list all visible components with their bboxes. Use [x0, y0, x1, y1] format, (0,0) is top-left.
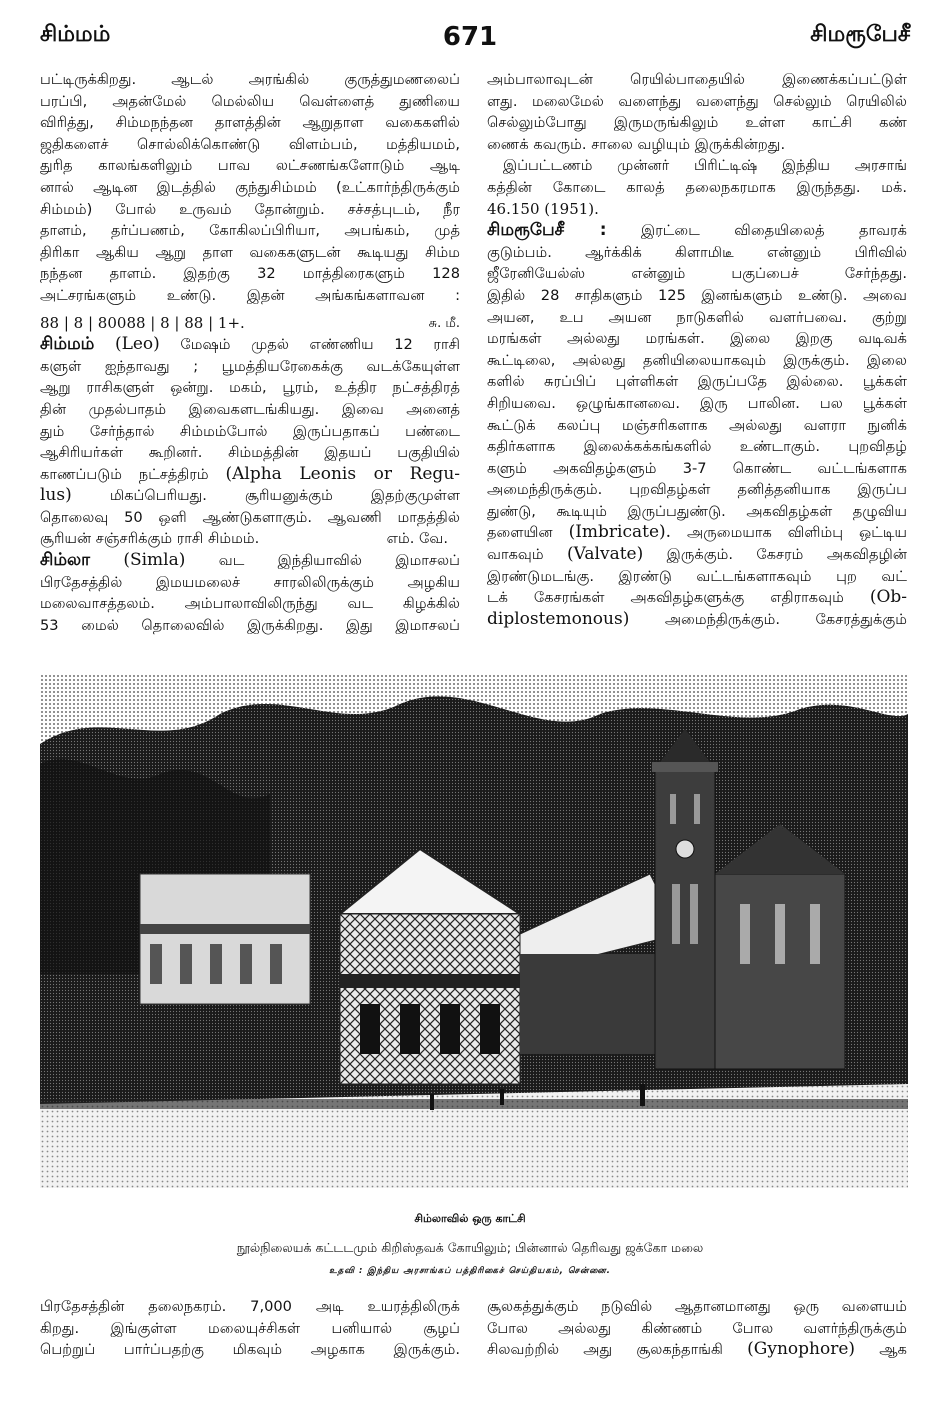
text-span: அருமையாக விளிம்பு ஒட்டிய — [687, 524, 907, 542]
latin-term: lus) — [40, 485, 72, 506]
entry-heading-simmam: சிம்மம் — [40, 334, 95, 355]
entry-heading-simla: சிம்லா — [40, 550, 90, 571]
text-line: தாளம், தர்ப்பணம், கோகிலப்பிரியா, அபங்கம், முத் — [40, 222, 460, 240]
text-line: அட்சரங்களும் உண்டு. இதன் அங்கங்களாவன : — [40, 286, 460, 304]
text-line: களில் சுரப்பிப் புள்ளிகள் இருப்பதே இல்லை. பூக்கள் — [487, 373, 907, 391]
tala-formula — [40, 313, 460, 335]
text-span: சூரியன் சஞ்சரிக்கும் ராசி சிம்மம். — [40, 530, 260, 548]
text-line: துரித காலங்களிலும் பாவ லட்சணங்களோடும் ஆடி — [40, 157, 460, 175]
text-line: ளது. மலைமேல் வளைந்து வளைந்து செல்லும் ரெயிலில் — [487, 92, 907, 110]
text-line: கத்தின் கோடை காலத் தலைநகரமாக இருந்தது. மக். — [487, 178, 907, 196]
text-line: இதில் 28 சாதிகளும் 125 இனங்களும் உண்டு. அவை — [487, 286, 907, 304]
text-line: அமைந்திருக்கும். புறவிதழ்கள் தனித்தனியாக இருப்ப — [487, 481, 907, 499]
text-line: ஆறு ராசிகளுள் ஒன்று. மகம், பூரம், உத்திர நட்சத்திரத் — [40, 379, 460, 397]
text-line: ணைக் கவரும். சாலை வழியும் இருக்கின்றது. — [487, 135, 786, 153]
text-line — [487, 544, 907, 566]
running-head-right: சிமரூபேசீ — [810, 22, 910, 47]
text-line: குடும்பம். ஆர்க்கிக் கிளாமிடீ என்னும் பிரிவில் — [487, 243, 907, 261]
text-line — [487, 587, 907, 609]
text-span: இரட்டை விதையிலைத் தாவரக் — [641, 222, 907, 240]
text-line — [40, 464, 460, 486]
bottom-right-column — [487, 1296, 907, 1361]
text-span: டக் கேசரங்கள் அகவிதழ்களுக்கு எதிராகவும் — [487, 589, 844, 607]
text-line: மரங்கள் அல்லது மரங்கள். இலை இறகு வடிவக் — [487, 330, 907, 348]
text-line: களும் அகவிதழ்களும் 3-7 கொண்ட வட்டங்களாக — [487, 459, 907, 477]
latin-term: (Gynophore) — [747, 1339, 856, 1360]
text-span: அமைந்திருக்கும். கேசரத்துக்கும் — [664, 610, 907, 628]
latin-term: (Valvate) — [567, 544, 644, 565]
latin-term: (Ob- — [869, 587, 907, 608]
figure-credit: உதவி : இந்திய அரசாங்கப் பத்திரிகைச் செய்தியகம், சென்னை. — [329, 1266, 611, 1276]
photo-illustration — [40, 674, 908, 1188]
text-span: மிகப்பெரியது. சூரியனுக்கும் இதற்குமுள்ள — [109, 487, 460, 505]
latin-term: (Alpha Leonis or Regu- — [225, 463, 460, 484]
text-line: அயன, உப அயன நாடுகளில் வளர்பவை. குற்று — [487, 308, 907, 326]
entry-heading-simarubaceae: சிமரூபேசீ : — [487, 220, 607, 241]
text-line: னால் ஆடின இடத்தில் குந்துசிம்மம் (உட்கார்ந்திருக்கும் — [40, 178, 460, 196]
text-span: இருக்கும். கேசரம் அகவிதழின் — [666, 546, 907, 564]
text-line: போல அல்லது கிண்ணம் போல வளர்ந்திருக்கும் — [487, 1319, 907, 1337]
text-line: 46.150 (1951). — [487, 199, 599, 218]
text-line: தொலைவு 50 ஒளி ஆண்டுகளாகும். ஆவணி மாதத்தில் — [40, 508, 460, 526]
running-head-left: சிம்மம் — [40, 22, 111, 47]
text-line: பிரதேசத்தின் தலைநகரம். 7,000 அடி உயரத்திலிருக் — [40, 1298, 460, 1315]
left-column — [40, 69, 460, 636]
right-column — [487, 69, 907, 630]
latin-term: (Imbricate). — [568, 522, 672, 543]
latin-term: (Leo) — [114, 334, 160, 355]
text-span: மேஷம் முதல் எண்ணிய 12 ராசி — [180, 336, 460, 354]
text-span: வட இந்தியாவில் இமாசலப் — [218, 552, 460, 570]
text-line: தும் சேர்ந்தால் சிம்மம்போல் இருப்பதாகப் பண்டை — [40, 422, 460, 440]
text-line: அம்பாலாவுடன் ரெயில்பாதையில் இணைக்கப்பட்டுள் — [487, 71, 907, 88]
entry-simmam-first — [40, 334, 460, 356]
left-building — [140, 874, 310, 1004]
text-line: சூலகத்துக்கும் நடுவில் ஆதானமானது ஒரு வளையம் — [487, 1298, 907, 1315]
page-number: 671 — [442, 22, 498, 52]
church-nave — [715, 874, 845, 1069]
text-line: ஜீரேனியேல்ஸ் என்னும் பகுப்பைச் சேர்ந்தது. — [487, 265, 907, 283]
text-line: கிறது. இங்குள்ள மலையுச்சிகள் பனியால் சூழப் — [40, 1319, 460, 1337]
text-line: பரப்பி, அதன்மேல் மெல்லிய வெள்ளைத் துணியை — [40, 92, 460, 110]
text-line — [487, 1339, 907, 1361]
text-line: ஆசிரியர்கள் கூறினர். சிம்மத்தின் இதயப் பகுதியில் — [40, 444, 460, 462]
text-line: மலைவாசத்தலம். அம்பாலாவிலிருந்து வட கிழக்கில் — [40, 595, 460, 613]
figure-caption-title: சிம்லாவில் ஒரு காட்சி — [414, 1212, 526, 1225]
bottom-left-column — [40, 1296, 460, 1361]
text-line: விரித்து, சிம்மநந்தன தாளத்தின் ஆறுதாள வகைகளில் — [40, 114, 460, 132]
library-building — [340, 914, 520, 1084]
church-clock — [676, 840, 694, 858]
text-line — [40, 528, 460, 550]
entry-simla-first — [40, 550, 460, 572]
text-line: பட்டிருக்கிறது. ஆடல் அரங்கில் குருத்துமணலைப் — [40, 71, 460, 88]
text-line: இப்பட்டணம் முன்னர் பிரிட்டிஷ் இந்திய அரசாங் — [503, 157, 907, 175]
text-span: தளையின — [487, 524, 553, 542]
text-line: திரிகா ஆகிய ஆறு தாள வகைகளுடன் கூடியது சிம்ம — [40, 243, 460, 261]
text-line: இரண்டுமடங்கு. இரண்டு வட்டங்களாகவும் புற வட் — [487, 567, 907, 585]
text-line: கூட்டிலை, அல்லது தனியிலையாகவும் இருக்கும். இலை — [487, 351, 907, 369]
text-line: 53 மைல் தொலைவில் இருக்கிறது. இது இமாசலப் — [40, 616, 460, 634]
latin-term: (Simla) — [123, 550, 186, 571]
text-line: சிறியவை. ஒழுங்கானவை. இரு பாலின. பல பூக்கள் — [487, 394, 907, 412]
text-line: செல்லும்போது இருமருங்கிலும் உள்ள காட்சி கண் — [487, 114, 907, 132]
text-span: ஆக — [879, 1341, 907, 1359]
author-sign: சு. மீ. — [428, 315, 460, 331]
text-line: களுள் ஐந்தாவது ; பூமத்தியரேகைக்கு வடக்கேயுள்ள — [40, 357, 460, 375]
text-line: துண்டு, கூடியும் இருப்பதுண்டு. அகவிதழ்கள் தழுவிய — [487, 502, 907, 520]
text-span: வாகவும் — [487, 546, 544, 564]
text-line: பெற்றுப் பார்ப்பதற்கு மிகவும் அழகாக இருக்கும். — [40, 1341, 460, 1359]
text-line: சிம்மம்) போல் உருவம் தோன்றும். சச்சத்புடம், நீர — [40, 200, 460, 218]
text-line: பிரதேசத்தில் இமயமலைச் சாரலிலிருக்கும் அழகிய — [40, 573, 460, 591]
text-line — [487, 522, 907, 544]
author-sign: எம். வே. — [386, 530, 448, 548]
text-line: கதிர்களாக இலைக்கக்கங்களில் உண்டாகும். புறவிதழ் — [487, 438, 907, 456]
church-tower — [655, 769, 715, 1069]
text-line — [487, 609, 907, 631]
text-span: சிலவற்றில் அது சூலகந்தாங்கி — [487, 1341, 723, 1359]
text-line: ஜதிகளைச் சொல்லிக்கொண்டு விளம்பம், மத்தியமம், — [40, 135, 460, 153]
text-line — [40, 485, 460, 507]
latin-term: diplostemonous) — [487, 608, 630, 629]
entry-simaru-first — [487, 220, 907, 242]
text-line: கூட்டுக் கலப்பு மஞ்சரிகளாக அல்லது வளரா நுனிக் — [487, 416, 907, 434]
text-line: நந்தன தாளம். இதற்கு 32 மாத்திரைகளும் 128 — [40, 265, 460, 283]
formula-text: 88 | 8 | 80088 | 8 | 88 | 1+. — [40, 313, 245, 332]
simla-photograph — [40, 674, 908, 1188]
figure-caption-subtitle: நூல்நிலையக் கட்டடமும் கிறிஸ்தவக் கோயிலும்; பின்னால் தெரிவது ஜக்கோ மலை — [236, 1240, 704, 1255]
text-line: தின் முதல்பாதம் இவைகளடங்கியது. இவை அனைத் — [40, 400, 460, 418]
text-span: காணப்படும் நட்சத்திரம் — [40, 465, 209, 483]
